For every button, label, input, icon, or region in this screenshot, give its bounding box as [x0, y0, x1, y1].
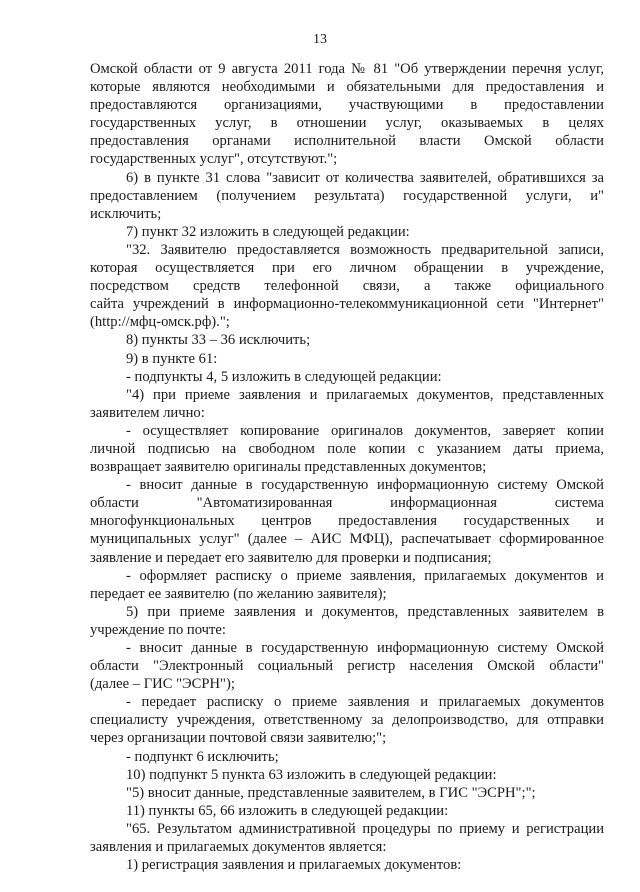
text-line: - вносит данные в государственную информационную систему Омской: [126, 640, 604, 656]
text-line: предоставляются организациями, участвующими в предоставлении: [90, 97, 604, 114]
text-line: сайта учреждений в информационно-телекоммуникационной сети "Интернет": [90, 296, 604, 313]
text-line: "65. Результатом административной процедуры по приему и регистрации: [126, 820, 604, 837]
text-line: 10) подпункт 5 пункта 63 изложить в следующей редакции:: [126, 766, 497, 783]
text-line: - передает расписку о приеме заявления и прилагаемых документов: [126, 694, 604, 711]
text-line: "4) при приеме заявления и прилагаемых документов, представленных: [126, 386, 604, 403]
text-line: предоставлением (получением результата) государственной услуги, и": [90, 187, 604, 204]
text-line: 5) при приеме заявления и документов, представленных заявителем в: [126, 603, 604, 620]
text-line: Омской области от 9 августа 2011 года № 81 "Об утверждении перечня услуг,: [90, 61, 604, 77]
text-line: (далее – ГИС "ЭСРН");: [90, 676, 235, 693]
document-body: [90, 60, 604, 874]
text-line: - вносит данные в государственную информационную систему Омской: [126, 477, 604, 494]
text-line: многофункциональных центров предоставления государственных и: [90, 513, 604, 530]
text-line: 8) пункты 33 – 36 исключить;: [126, 332, 311, 349]
text-line: исключить;: [90, 205, 162, 222]
text-line: посредством средств телефонной связи, а также официального: [90, 278, 604, 295]
text-line: через организации почтовой связи заявителю;";: [90, 730, 387, 747]
text-line: 9) в пункте 61:: [126, 350, 218, 367]
text-line: (http://мфц-омск.рф).";: [90, 314, 230, 331]
text-line: - подпункты 4, 5 изложить в следующей редакции:: [126, 368, 442, 385]
text-line: которая осуществляется при его личном обращении в учреждение,: [90, 260, 604, 277]
text-line: 6) в пункте 31 слова "зависит от количества заявителей, обратившихся за: [126, 169, 604, 186]
text-line: области "Автоматизированная информационная система: [90, 495, 604, 512]
text-line: - подпункт 6 исключить;: [126, 748, 279, 765]
text-line: учреждение по почте:: [90, 621, 226, 638]
text-line: "5) вносит данные, представленные заявителем, в ГИС "ЭСРН";";: [126, 784, 536, 801]
text-line: заявителем лично:: [90, 404, 205, 421]
text-line: 7) пункт 32 изложить в следующей редакции:: [126, 223, 410, 240]
text-line: - осуществляет копирование оригиналов документов, заверяет копии: [126, 422, 604, 439]
text-line: передает ее заявителю (по желанию заявителя);: [90, 585, 387, 602]
text-line: заявления и прилагаемых документов является:: [90, 839, 387, 856]
text-line: заявление и передает его заявителю для проверки и подписания;: [90, 549, 492, 566]
text-line: муниципальных услуг" (далее – АИС МФЦ), распечатывает сформированное: [90, 531, 604, 548]
text-line: государственных услуг", отсутствуют.";: [90, 151, 338, 168]
text-line: 11) пункты 65, 66 изложить в следующей редакции:: [126, 802, 449, 819]
text-line: 1) регистрация заявления и прилагаемых документов:: [126, 857, 462, 874]
page-number: 13: [313, 32, 327, 47]
text-line: которые являются необходимыми и обязательными для предоставления и: [90, 79, 604, 96]
text-line: государственных услуг, в отношении услуг, оказываемых в целях: [90, 115, 604, 132]
text-line: "32. Заявителю предоставляется возможность предварительной записи,: [126, 241, 604, 258]
text-line: личной подписью на свободном поле копии с указанием даты приема,: [90, 440, 604, 457]
text-line: - оформляет расписку о приеме заявления, прилагаемых документов и: [126, 567, 604, 584]
text-line: области "Электронный социальный регистр населения Омской области": [90, 658, 604, 675]
text-line: специалисту учреждения, ответственному за делопроизводство, для отправки: [90, 712, 604, 729]
text-line: возвращает заявителю оригиналы представленных документов;: [90, 459, 487, 476]
text-line: предоставления органами исполнительной власти Омской области: [90, 133, 604, 150]
